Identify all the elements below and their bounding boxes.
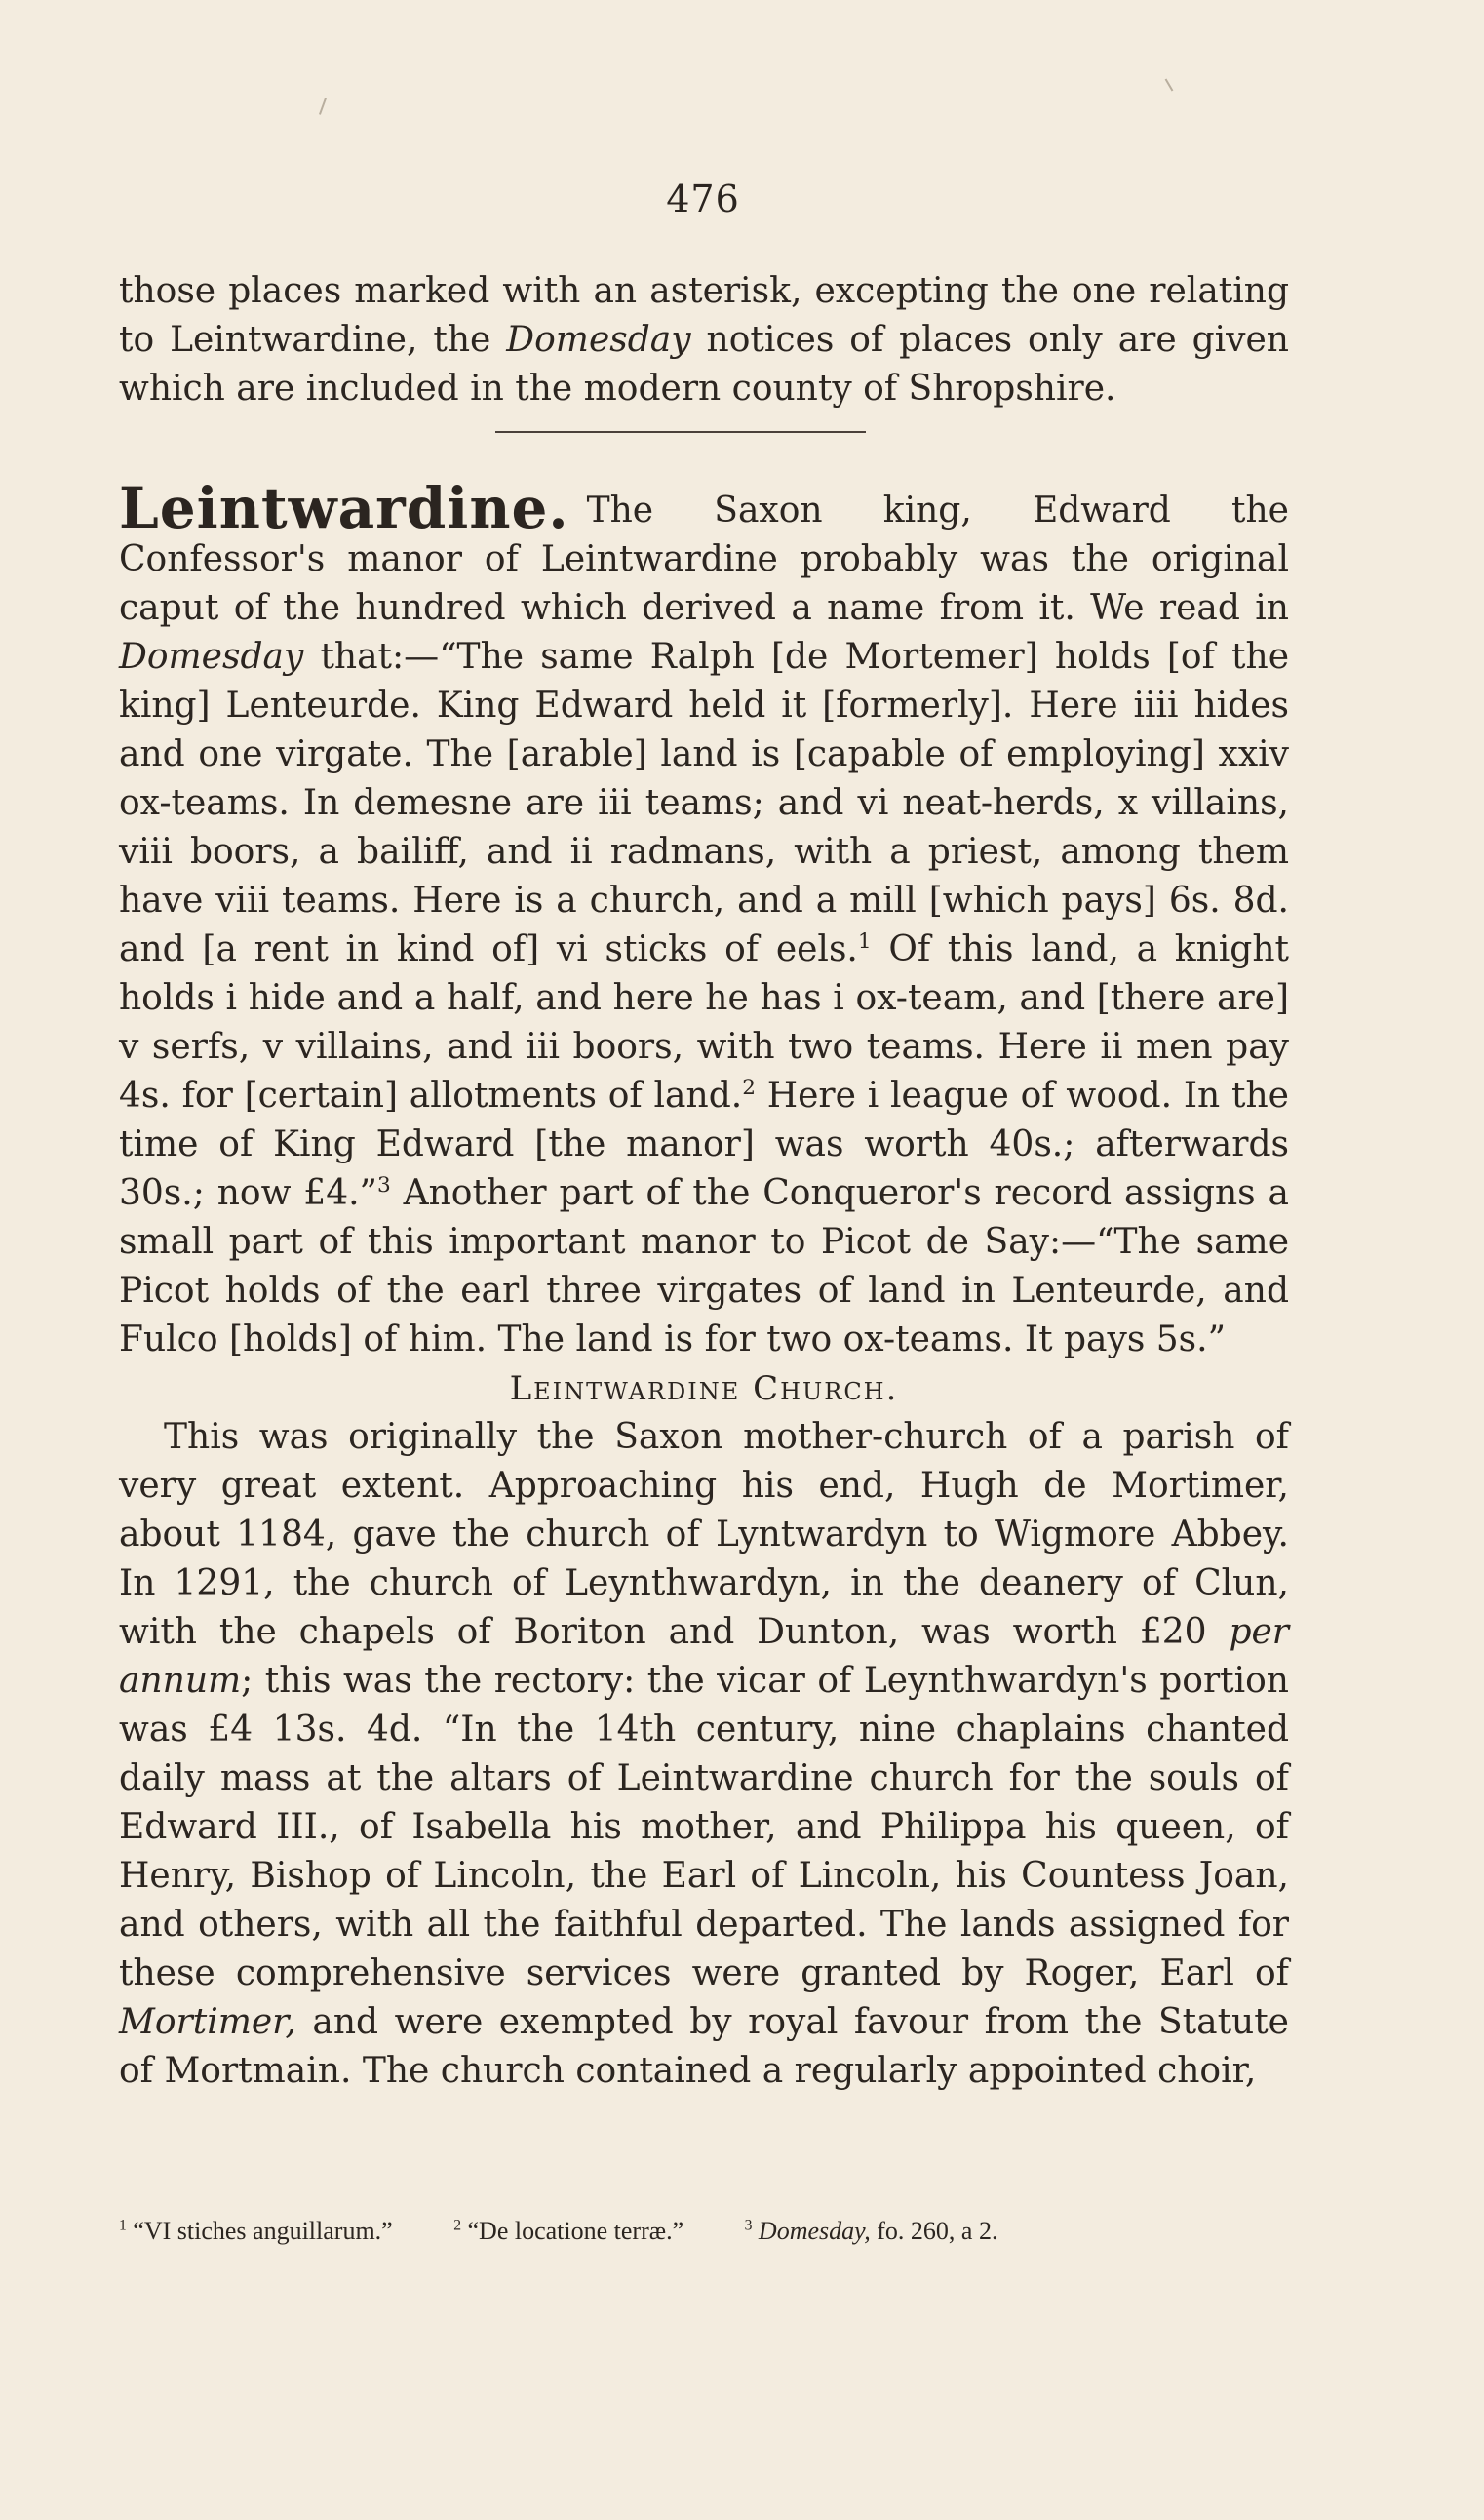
para1-italic: Domesday — [119, 637, 304, 677]
footnote-3-text: fo. 260, a 2. — [870, 2217, 998, 2245]
para2-text-b: ; this was the rectory: the vicar of Leynthwardyn's portion was £4 13s. 4d. “In the 14th century, nine chaplains chanted daily mass at the altars of Leintwardine church for the souls of Edward III., of Isabella his mother, and Philippa his queen, of Henry, Bishop of Lincoln, the Earl of Lincoln, his Countess Joan, and others, with all the faithful departed. The lands assigned for these comprehensive services were granted by Roger, Earl of — [119, 1661, 1289, 1993]
footnote-3-italic: Domesday, — [758, 2217, 871, 2245]
footnote-3 — [745, 2217, 998, 2245]
footnote-ref-2[interactable]: 2 — [742, 1076, 756, 1100]
intro-text-end: notices of places only are given which are included in the modern county of Shropshire. — [119, 320, 1289, 409]
para2-italic-2: Mortimer, — [119, 2002, 296, 2042]
subheading-church: Leintwardine Church. — [509, 1369, 899, 1408]
footnote-ref-3[interactable]: 3 — [376, 1173, 391, 1198]
footnote-3-number: 3 — [744, 2217, 753, 2234]
footnote-1-text: “VI stiches anguillarum.” — [133, 2217, 393, 2245]
section-body — [119, 475, 1289, 2096]
para2-italic: per annum — [119, 1612, 1289, 1701]
footnote-1 — [119, 2217, 393, 2245]
para2-text-c: and were exempted by royal favour from the Statute of Mortmain. The church contained a regularly appointed choir, — [119, 2002, 1289, 2091]
footnote-2-text: “De locatione terræ.” — [467, 2217, 684, 2245]
para1-text-a: The Saxon king, Edward the Confessor's manor of Leintwardine probably was the original caput of the hundred which derived a name from it. We read in — [119, 491, 1289, 628]
paper-mark-1 — [319, 98, 327, 115]
paper-mark-2 — [1165, 78, 1174, 91]
section-title: Leintwardine. — [119, 475, 569, 541]
intro-paragraph — [119, 267, 1289, 413]
section-divider — [495, 431, 866, 433]
intro-text: those places marked with an asterisk, excepting the one relating to Leintwardine, the — [119, 271, 1289, 360]
intro-italic: Domesday — [506, 320, 691, 360]
footnote-2 — [453, 2217, 683, 2245]
page-number: 476 — [666, 177, 740, 220]
para1-text-e: Another part of the Conqueror's record assigns a small part of this important manor to Picot de Say:—“The same Picot holds of the earl three virgates of land in Lenteurde, and Fulco [holds] of him. The land is for two ox-teams. It pays 5s.” — [119, 1173, 1289, 1359]
para1-text-c: Of this land, a knight holds i hide and a half, and here he has i ox-team, and [there are] v serfs, v villains, and iii boors, with two teams. Here ii men pay 4s. for [certain] allotments of land. — [119, 929, 1289, 1116]
para1-text-b: that:—“The same Ralph [de Mortemer] holds [of the king] Lenteurde. King Edward held it [formerly]. Here iiii hides and one virgate. The [arable] land is [capable of employing] xxiv ox-teams. In demesne are iii teams; and vi neat-herds, x villains, viii boors, a bailiff, and ii radmans, with a priest, among them have viii teams. Here is a church, and a mill [which pays] 6s. 8d. and [a rent in kind of] vi sticks of eels. — [119, 637, 1289, 969]
footnote-2-number: 2 — [453, 2217, 462, 2234]
footnotes — [119, 2214, 1338, 2249]
footnote-ref-1[interactable]: 1 — [857, 929, 872, 954]
footnote-1-number: 1 — [119, 2217, 127, 2234]
para1-text-d: Here i league of wood. In the time of King Edward [the manor] was worth 40s.; afterwards 30s.; now £4.” — [119, 1076, 1289, 1213]
para2-text-a: This was originally the Saxon mother-church of a parish of very great extent. Approaching his end, Hugh de Mortimer, about 1184, gave the church of Lyntwardyn to Wigmore Abbey. In 1291, the church of Leynthwardyn, in the deanery of Clun, with the chapels of Boriton and Dunton, was worth £20 — [119, 1417, 1289, 1652]
